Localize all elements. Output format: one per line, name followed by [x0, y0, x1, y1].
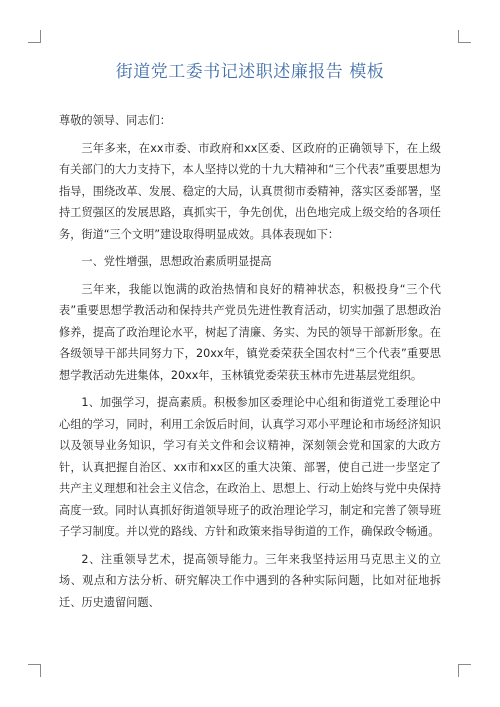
document-title: 街道党工委书记述职述廉报告 模板	[115, 62, 385, 82]
document-body	[59, 110, 441, 613]
crop-mark-bottom-right	[458, 664, 471, 677]
crop-mark-top-left	[28, 30, 41, 43]
salutation: 尊敬的领导、同志们：	[59, 114, 171, 127]
crop-mark-bottom-left	[28, 664, 41, 677]
item-1-paragraph: 1、加强学习，提高素质。积极参加区委理论中心组和街道党工委理论中心组的学习，同时，利用工余饭后时间，认真学习邓小平理论和市场经济知识以及领导业务知识，学习有关文件和会议精神，深刻领会党和国家的大政方针，认真把握自治区、xx市和xx区的重大决策、部署，使自己进一步坚定了共产主义理想和社会主义信念，在政治上、思想上、行动上始终与党中央保持高度一致。同时认真抓好街道领导班子的政治理论学习，制定和完善了领导班子学习制度。并以党的路线、方针和政策来指导街道的工作，确保政令畅通。	[59, 396, 441, 538]
crop-mark-top-right	[458, 30, 471, 43]
section-1-paragraph: 三年来，我能以饱满的政治热情和良好的精神状态，积极投身“三个代表”重要思想学教活动和保持共产党员先进性教育活动，切实加强了思想政治修养，提高了政治理论水平，树起了清廉、务实、为民的领导干部新形象。在各级领导干部共同努力下，20xx年，镇党委荣获全国农村“三个代表”重要思想学教活动先进集体，20xx年，玉林镇党委荣获玉林市先进基层党组织。	[59, 282, 441, 382]
item-2-paragraph: 2、注重领导艺术，提高领导能力。三年来我坚持运用马克思主义的立场、观点和方法分析、研究解决工作中遇到的各种实际问题，比如对征地拆迁、历史遗留问题、	[59, 552, 441, 609]
intro-paragraph: 三年多来，在xx市委、市政府和xx区委、区政府的正确领导下，在上级有关部门的大力支持下，本人坚持以党的十九大精神和“三个代表”重要思想为指导，围绕改革、发展、稳定的大局，认真贯彻市委精神，落实区委部署，坚持工贸强区的发展思路，真抓实干，争先创优，出色地完成上级交给的各项任务，街道“三个文明”建设取得明显成效。具体表现如下：	[59, 141, 441, 241]
section-heading-1: 一、党性增强，思想政治素质明显提高	[81, 255, 272, 268]
